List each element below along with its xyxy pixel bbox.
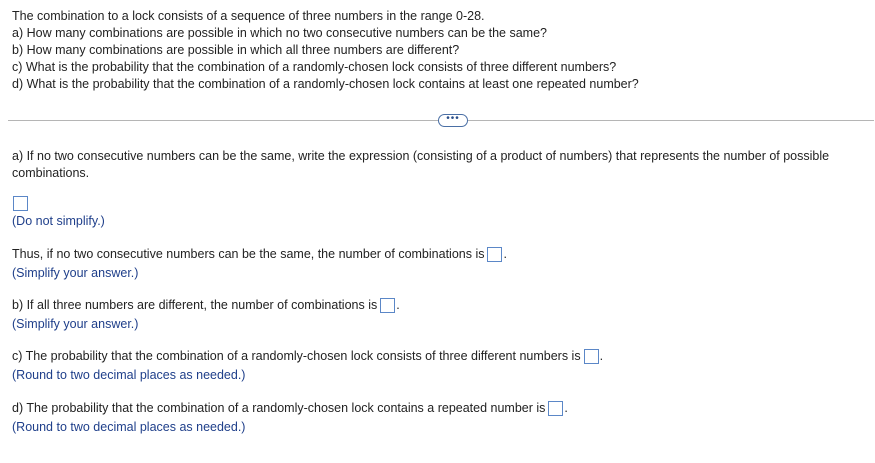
part-a-result-text: Thus, if no two consecutive numbers can be the same, the number of combinations is <box>12 247 485 261</box>
question-text <box>12 8 639 93</box>
part-b-text: b) If all three numbers are different, the number of combinations is <box>12 298 378 312</box>
question-part-c: c) What is the probability that the combination of a randomly-chosen lock consists of three different numbers? <box>12 60 617 74</box>
part-b-answer-input[interactable] <box>380 298 395 313</box>
part-d-hint: (Round to two decimal places as needed.) <box>12 420 246 434</box>
part-a-expression-input[interactable] <box>13 196 28 211</box>
part-b-hint: (Simplify your answer.) <box>12 317 139 331</box>
question-part-d: d) What is the probability that the combination of a randomly-chosen lock contains at least one repeated number? <box>12 77 639 91</box>
part-c-row <box>12 348 603 365</box>
question-part-b: b) How many combinations are possible in which all three numbers are different? <box>12 43 460 57</box>
part-c-hint: (Round to two decimal places as needed.) <box>12 368 246 382</box>
part-a-prompt <box>12 148 829 182</box>
period: . <box>599 349 604 363</box>
period: . <box>503 247 507 261</box>
period: . <box>396 298 400 312</box>
period: . <box>564 401 568 415</box>
part-a-result-hint: (Simplify your answer.) <box>12 266 139 280</box>
part-a-result <box>12 246 507 263</box>
part-a-prompt-line1: a) If no two consecutive numbers can be the same, write the expression (consisting of a product of numbers) that represents the number of possible <box>12 149 830 163</box>
part-a-hint: (Do not simplify.) <box>12 214 105 228</box>
question-part-a: a) How many combinations are possible in which no two consecutive numbers can be the same? <box>12 26 547 40</box>
more-options-button[interactable]: ••• <box>438 114 468 127</box>
part-d-text: d) The probability that the combination of a randomly-chosen lock contains a repeated number is <box>12 401 546 415</box>
part-a-prompt-line2: combinations. <box>12 166 90 180</box>
part-a-answer-input[interactable] <box>487 247 502 262</box>
part-c-text: c) The probability that the combination of a randomly-chosen lock consists of three different numbers is <box>12 349 581 363</box>
part-b-row <box>12 297 400 314</box>
part-d-answer-input[interactable] <box>548 401 563 416</box>
part-c-answer-input[interactable] <box>584 349 599 364</box>
part-d-row <box>12 400 568 417</box>
question-intro: The combination to a lock consists of a sequence of three numbers in the range 0-28. <box>12 9 485 23</box>
